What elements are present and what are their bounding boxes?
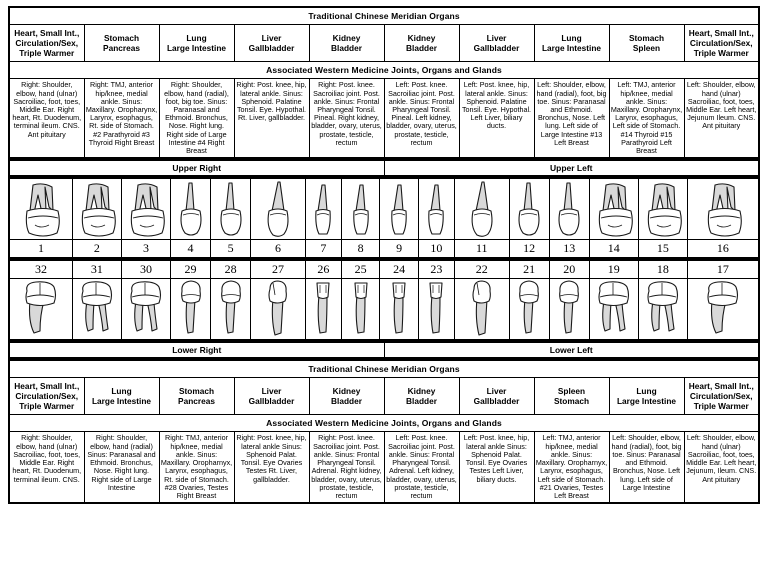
upper-quadrant-label-table <box>8 159 760 177</box>
lower-tooth-number[interactable]: 24 <box>380 260 418 279</box>
upper-organ-cell <box>684 25 759 62</box>
tooth-graphic <box>122 181 170 239</box>
lower-tooth-number[interactable]: 17 <box>687 260 759 279</box>
organ-line: Circulation/Sex, <box>15 38 79 49</box>
lower-tooth-number[interactable]: 29 <box>170 260 210 279</box>
upper-tooth-number[interactable]: 4 <box>170 240 210 259</box>
tooth-graphic <box>342 279 379 337</box>
quadrant-label-upper-left: Upper Left <box>384 160 759 176</box>
upper-tooth-number[interactable]: 14 <box>589 240 638 259</box>
lower-detail-cell: Right: Shoulder, elbow, hand (ulnar) Sacroiliac, foot, toes, Middle Ear. Right heart, Rt. Duodenum, terminal ileum. CNS. <box>9 432 84 503</box>
lower-tooth-number[interactable]: 23 <box>418 260 454 279</box>
lower-organ-cell <box>684 378 759 415</box>
tooth-graphic <box>73 181 121 239</box>
lower-organ-cell <box>309 378 384 415</box>
lower-detail-cell: Left: Shoulder, elbow, hand (ulnar) Sacroiliac, foot, toes, Middle Ear. Left heart, Jejunum, Ileum. CNS. Ant pituitary <box>684 432 759 503</box>
lower-tooth-number[interactable]: 19 <box>589 260 638 279</box>
organ-line: Kidney <box>332 386 361 397</box>
upper-tooth-number[interactable]: 10 <box>418 240 454 259</box>
upper-quadrant-row <box>9 160 759 176</box>
upper-tooth-illustration <box>341 178 379 240</box>
organ-line: Stomach <box>178 386 215 397</box>
tooth-graphic <box>688 181 758 239</box>
lower-tooth-number[interactable]: 30 <box>121 260 170 279</box>
upper-organ-cell <box>84 25 159 62</box>
organ-line: Bladder <box>331 396 362 407</box>
organ-line: Spleen <box>632 43 661 54</box>
upper-organ-row <box>9 25 759 62</box>
lower-meridian-table <box>8 359 760 504</box>
upper-detail-cell: Left: Post. knee, hip, lateral ankle. Sinus: Sphenoid. Palatine Tonsil. Eye. Hypothal. Left Liver, biliary ducts. <box>459 79 534 158</box>
lower-tooth-illustration <box>380 279 418 341</box>
upper-tooth-illustration <box>211 178 251 240</box>
lower-tooth-number[interactable]: 28 <box>211 260 251 279</box>
upper-organ-cell <box>384 25 459 62</box>
lower-tooth-number[interactable]: 25 <box>341 260 379 279</box>
lower-tooth-illustration <box>251 279 306 341</box>
upper-tooth-illustration <box>305 178 341 240</box>
upper-organ-cell <box>9 25 84 62</box>
lower-organ-cell <box>459 378 534 415</box>
lower-quadrant-label-table <box>8 341 760 359</box>
tooth-graphic <box>171 279 210 337</box>
upper-tooth-number[interactable]: 1 <box>9 240 72 259</box>
organ-line: Kidney <box>407 33 436 44</box>
upper-organ-cell <box>459 25 534 62</box>
upper-detail-cell: Left: TMJ, anterior hip/knee, medial ankle. Sinus: Maxillary. Oropharynx, Larynx, esophagus, Left side of Stomach. #14 Thyroid #15 Parathyroid Left Breast <box>609 79 684 158</box>
organ-line: Large Intestine <box>166 43 226 54</box>
lower-detail-cell: Left: TMJ, anterior hip/knee, medial ankle. Sinus: Maxillary. Oropharnyx, Larynx, esophagus, Left side of Stomach. #21 Ovaries, Testes Left Breast <box>534 432 609 503</box>
organ-line: Liver <box>486 33 507 44</box>
upper-detail-cell: Right: TMJ, anterior hip/knee, medial ankle. Sinus: Maxillary. Oropharynx, Larynx, esophagus, Rt. side of Stomach. #2 Parathyroid #3 Thyroid Right Breast <box>84 79 159 158</box>
lower-tooth-illustration <box>211 279 251 341</box>
lower-detail-cell: Right: Post. knee, hip, lateral ankle Sinus: Sphenoid Palat. Tonsil. Eye Ovaries Testes Rt. Liver, gallbladder. <box>234 432 309 503</box>
organ-line: Kidney <box>407 386 436 397</box>
upper-teeth-row <box>9 178 759 240</box>
upper-organ-cell <box>534 25 609 62</box>
lower-tooth-number[interactable]: 20 <box>549 260 589 279</box>
upper-tooth-illustration <box>72 178 121 240</box>
lower-tooth-illustration <box>509 279 549 341</box>
lower-detail-row <box>9 432 759 503</box>
tooth-graphic <box>455 181 509 239</box>
lower-detail-cell: Left: Post. knee. Sacroiliac joint. Post. ankle. Sinus: Frontal Pharyngeal Tonsil. Adrenal. Left kidney, bladder, ovary, uterus, prostate, testicle, rectum <box>384 432 459 503</box>
tooth-graphic <box>590 181 638 239</box>
lower-tooth-number[interactable]: 22 <box>454 260 509 279</box>
upper-tooth-illustration <box>638 178 687 240</box>
upper-tooth-number[interactable]: 9 <box>380 240 418 259</box>
upper-tooth-number[interactable]: 13 <box>549 240 589 259</box>
lower-organ-cell <box>609 378 684 415</box>
upper-detail-cell: Left: Post. knee. Sacroiliac joint. Post. ankle. Sinus: Frontal Pharyngeal Tonsil. Pineal. Left kidney, bladder, ovary, uterus, prostate, testicle, rectum <box>384 79 459 158</box>
upper-organ-cell <box>234 25 309 62</box>
upper-tooth-illustration <box>9 178 72 240</box>
lower-organ-cell <box>9 378 84 415</box>
upper-western-band-row <box>9 62 759 79</box>
organ-line: Liver <box>261 33 282 44</box>
tooth-graphic <box>171 181 210 239</box>
upper-detail-cell: Right: Post. knee. Sacroiliac joint. Post. ankle. Sinus: Frontal Pharyngeal Tonsil. Pineal. Right kidney, bladder, ovary, uterus, prostate, testicle, rectum <box>309 79 384 158</box>
organ-line: Bladder <box>331 43 362 54</box>
organ-line: Stomach <box>103 33 140 44</box>
lower-western-band-row <box>9 415 759 432</box>
upper-tooth-illustration <box>170 178 210 240</box>
upper-tooth-number[interactable]: 2 <box>72 240 121 259</box>
upper-western-band-title: Associated Western Medicine Joints, Organs and Glands <box>9 62 759 79</box>
organ-line: Lung <box>111 386 132 397</box>
tooth-graphic <box>306 181 341 239</box>
tooth-graphic <box>380 279 417 337</box>
lower-organ-cell <box>534 378 609 415</box>
tooth-graphic <box>251 279 305 337</box>
lower-meridian-band-row <box>9 360 759 378</box>
lower-teeth-table <box>8 259 760 341</box>
tooth-graphic <box>211 181 250 239</box>
tooth-graphic <box>10 279 72 337</box>
upper-detail-cell: Right: Shoulder, elbow, hand (ulnar) Sacroiliac, foot, toes, Middle Ear. Right heart, Rt. Duodenum, terminal ileum. CNS. Ant pituitary <box>9 79 84 158</box>
quadrant-label-lower-left: Lower Left <box>384 342 759 358</box>
lower-tooth-illustration <box>549 279 589 341</box>
organ-line: Gallbladder <box>473 396 520 407</box>
lower-detail-cell: Right: TMJ, anterior hip/knee, medial ankle. Sinus: Maxillary. Oropharnyx, Larynx, esophagus, Rt. side of Stomach. #28 Ovaries, Testes Right Breast <box>159 432 234 503</box>
organ-line: Gallbladder <box>248 396 295 407</box>
lower-organ-row <box>9 378 759 415</box>
upper-tooth-illustration <box>549 178 589 240</box>
lower-tooth-illustration <box>589 279 638 341</box>
organ-line: Triple Warmer <box>19 401 75 412</box>
tooth-graphic <box>342 181 379 239</box>
upper-tooth-illustration <box>251 178 306 240</box>
upper-organ-cell <box>309 25 384 62</box>
organ-line: Pancreas <box>178 396 215 407</box>
upper-organ-cell <box>609 25 684 62</box>
lower-organ-cell <box>384 378 459 415</box>
organ-line: Large Intestine <box>616 396 676 407</box>
lower-tooth-number-row <box>9 260 759 279</box>
tooth-graphic <box>306 279 341 337</box>
organ-line: Liver <box>261 386 282 397</box>
upper-tooth-number[interactable]: 11 <box>454 240 509 259</box>
upper-organ-cell <box>159 25 234 62</box>
organ-line: Circulation/Sex, <box>689 391 753 402</box>
organ-line: Stomach <box>628 33 665 44</box>
organ-line: Bladder <box>406 43 437 54</box>
lower-tooth-number[interactable]: 21 <box>509 260 549 279</box>
organ-line: Circulation/Sex, <box>689 38 753 49</box>
tooth-graphic <box>550 181 589 239</box>
tooth-graphic <box>688 279 758 337</box>
tooth-graphic <box>10 181 72 239</box>
upper-tooth-illustration <box>454 178 509 240</box>
lower-organ-cell <box>159 378 234 415</box>
lower-tooth-illustration <box>72 279 121 341</box>
upper-tooth-illustration <box>687 178 759 240</box>
organ-line: Pancreas <box>103 43 140 54</box>
organ-line: Heart, Small Int., <box>14 28 80 38</box>
organ-line: Liver <box>486 386 507 397</box>
upper-tooth-number[interactable]: 7 <box>305 240 341 259</box>
lower-tooth-number[interactable]: 26 <box>305 260 341 279</box>
upper-tooth-number[interactable]: 5 <box>211 240 251 259</box>
lower-tooth-illustration <box>638 279 687 341</box>
upper-tooth-illustration <box>380 178 418 240</box>
organ-line: Gallbladder <box>248 43 295 54</box>
tooth-graphic <box>550 279 589 337</box>
tooth-graphic <box>419 279 454 337</box>
upper-tooth-number-row <box>9 240 759 259</box>
lower-detail-cell: Right: Shoulder, elbow, hand (radial) Sinus: Paranasal and Ethmoid. Bronchus, Nose. Right lung. Right side of Large Intestine <box>84 432 159 503</box>
lower-tooth-illustration <box>418 279 454 341</box>
upper-tooth-illustration <box>418 178 454 240</box>
upper-tooth-number[interactable]: 3 <box>121 240 170 259</box>
upper-meridian-band-title: Traditional Chinese Meridian Organs <box>9 7 759 25</box>
tooth-graphic <box>455 279 509 337</box>
upper-meridian-table <box>8 6 760 159</box>
lower-tooth-illustration <box>121 279 170 341</box>
tooth-graphic <box>510 181 549 239</box>
organ-line: Stomach <box>553 396 590 407</box>
lower-organ-cell <box>234 378 309 415</box>
tooth-graphic <box>510 279 549 337</box>
organ-line: Heart, Small Int., <box>688 381 754 392</box>
tooth-graphic <box>639 279 687 337</box>
tooth-graphic <box>122 279 170 337</box>
lower-tooth-illustration <box>341 279 379 341</box>
lower-tooth-illustration <box>170 279 210 341</box>
lower-tooth-number[interactable]: 27 <box>251 260 306 279</box>
upper-tooth-number[interactable]: 6 <box>251 240 306 259</box>
organ-line: Triple Warmer <box>19 48 75 59</box>
organ-line: Heart, Small Int., <box>688 28 754 38</box>
upper-detail-cell: Right: Shoulder, elbow, hand (radial), foot, big toe. Sinus: Paranasal and Ethmoid. Bronchus, Nose. Right lung. Right side of Large Intestine #4 Right Breast <box>159 79 234 158</box>
lower-tooth-number[interactable]: 18 <box>638 260 687 279</box>
organ-line: Circulation/Sex, <box>15 391 79 402</box>
upper-detail-cell: Left: Shoulder, elbow, hand (ulnar) Sacroiliac, foot, toes, Middle Ear. Left heart, Jejunum Ileum. CNS. Ant pituitary <box>684 79 759 158</box>
lower-teeth-row <box>9 279 759 341</box>
upper-detail-cell: Right: Post. knee, hip, lateral ankle. Sinus: Sphenoid. Palatine Tonsil. Eye. Hypothal. Rt. Liver, gallbladder. <box>234 79 309 158</box>
upper-tooth-illustration <box>509 178 549 240</box>
quadrant-label-lower-right: Lower Right <box>9 342 384 358</box>
organ-line: Gallbladder <box>473 43 520 54</box>
organ-line: Spleen <box>557 386 586 397</box>
tooth-graphic <box>251 181 305 239</box>
lower-detail-cell: Left: Post. knee, hip, lateral ankle Sinus: Sphenoid Palat. Tonsil. Eye Ovaries Testes Left Liver, biliary ducts. <box>459 432 534 503</box>
lower-tooth-illustration <box>305 279 341 341</box>
lower-quadrant-row <box>9 342 759 358</box>
organ-line: Lung <box>636 386 657 397</box>
organ-line: Bladder <box>406 396 437 407</box>
tooth-graphic <box>380 181 417 239</box>
upper-teeth-table <box>8 177 760 259</box>
tooth-graphic <box>419 181 454 239</box>
lower-tooth-number[interactable]: 31 <box>72 260 121 279</box>
lower-tooth-illustration <box>9 279 72 341</box>
organ-line: Heart, Small Int., <box>14 381 80 392</box>
organ-line: Large Intestine <box>91 396 151 407</box>
lower-tooth-illustration <box>687 279 759 341</box>
organ-line: Lung <box>561 33 582 44</box>
lower-detail-cell: Right: Post. knee. Sacroiliac joint. Post. ankle. Sinus: Frontal Pharyngeal Tonsil. Adrenal. Right kidney, bladder, ovary, uterus, prostate, testicle, rectum <box>309 432 384 503</box>
tooth-graphic <box>73 279 121 337</box>
lower-organ-cell <box>84 378 159 415</box>
lower-tooth-illustration <box>454 279 509 341</box>
upper-tooth-illustration <box>121 178 170 240</box>
lower-detail-cell: Left: Shoulder, elbow, hand (radial), foot, big toe. Sinus: Paranasal and Ethmoid. Bronchus, Nose. Left lung. Left side of Large Intestine <box>609 432 684 503</box>
upper-detail-row <box>9 79 759 158</box>
organ-line: Kidney <box>332 33 361 44</box>
upper-meridian-band-row <box>9 7 759 25</box>
organ-line: Triple Warmer <box>693 401 749 412</box>
upper-tooth-number[interactable]: 12 <box>509 240 549 259</box>
upper-tooth-illustration <box>589 178 638 240</box>
upper-tooth-number[interactable]: 8 <box>341 240 379 259</box>
upper-tooth-number[interactable]: 16 <box>687 240 759 259</box>
upper-detail-cell: Left: Shoulder, elbow, hand (radial), foot, big toe. Sinus: Paranasal and Ethmoid. Bronchus, Nose. Left lung. Left side of Large Intestine #13 Left Breast <box>534 79 609 158</box>
lower-meridian-band-title: Traditional Chinese Meridian Organs <box>9 360 759 378</box>
tooth-graphic <box>211 279 250 337</box>
organ-line: Triple Warmer <box>693 48 749 59</box>
organ-line: Large Intestine <box>541 43 601 54</box>
tooth-graphic <box>639 181 687 239</box>
lower-western-band-title: Associated Western Medicine Joints, Organs and Glands <box>9 415 759 432</box>
upper-tooth-number[interactable]: 15 <box>638 240 687 259</box>
lower-tooth-number[interactable]: 32 <box>9 260 72 279</box>
tooth-graphic <box>590 279 638 337</box>
quadrant-label-upper-right: Upper Right <box>9 160 384 176</box>
organ-line: Lung <box>186 33 207 44</box>
